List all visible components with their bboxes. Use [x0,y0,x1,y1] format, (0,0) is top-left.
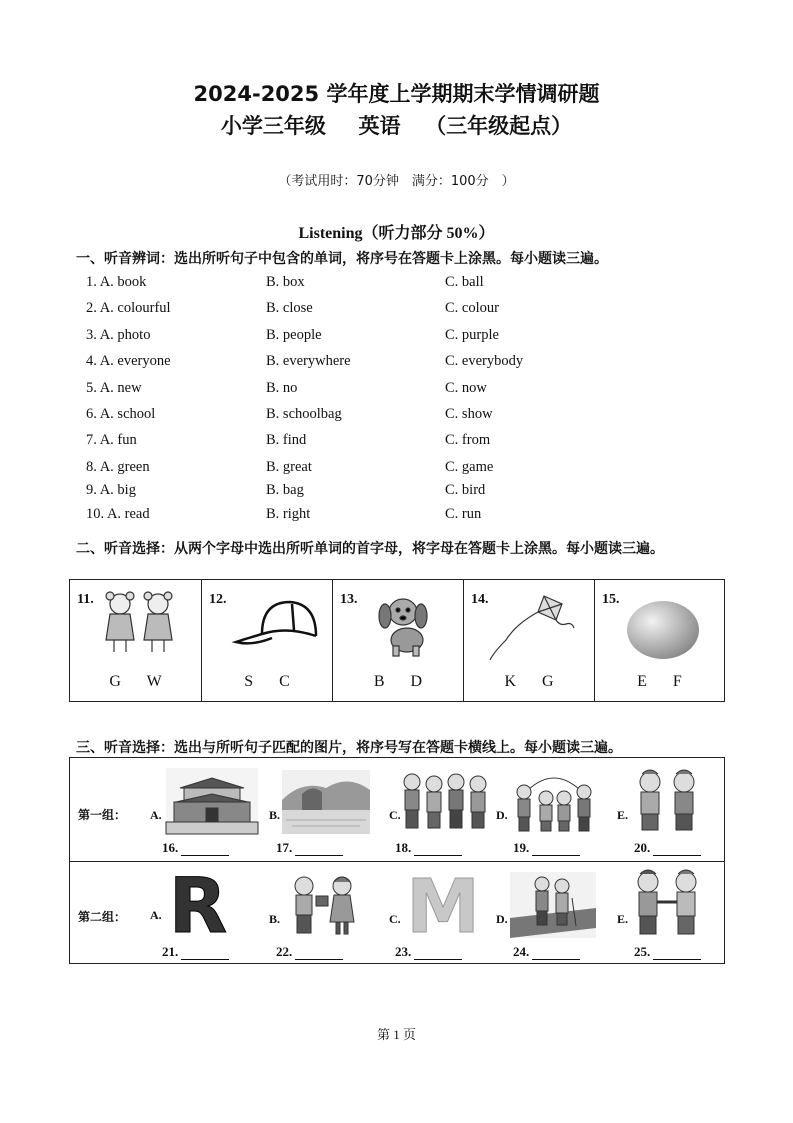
page-number: 第 1 页 [376,1027,416,1042]
group-1 [70,758,724,862]
egg-icon [623,598,703,662]
choice-a: 3. A. photo [86,327,151,343]
item-number: 14. [471,592,489,607]
choice-a: 5. A. new [86,380,142,396]
kite-icon [486,590,586,666]
grade-label: 小学三年级 [220,114,326,138]
edition-label: （三年级起点） [425,114,573,138]
item-number: 12. [209,592,227,607]
choice-b: B. close [266,300,313,316]
option-label: B. [269,912,281,926]
part2-heading: 二、听音选择：从两个字母中选出所听单词的首字母，将字母在答题卡上涂黑。每小题读三遍。 [76,541,664,557]
choice-b: B. bag [266,482,304,498]
question-row [86,506,646,526]
question-row [86,327,646,347]
answer-blank[interactable]: 23. [395,944,462,960]
choice-c: C. now [445,380,487,396]
letter-choices: B D [373,673,423,690]
two-boys-icon [630,768,706,834]
choice-a: 8. A. green [86,459,150,475]
question-row [86,353,646,373]
question-row [86,482,646,502]
answer-blank[interactable]: 24. [513,944,580,960]
question-row [86,274,646,294]
item-13 [333,580,464,701]
part2-table [69,579,725,702]
item-12 [202,580,333,701]
option-label: D. [496,808,508,822]
gift-giving-icon [284,872,364,938]
choice-b: B. great [266,459,312,475]
question-row [86,300,646,320]
option-label: D. [496,912,508,926]
letter-r-icon [168,861,230,950]
answer-blank[interactable]: 19. [513,840,580,856]
choice-c: C. colour [445,300,499,316]
twin-girls-icon [100,588,180,658]
group-label: 第一组： [78,808,127,822]
item-number: 13. [340,592,358,607]
children-playing-icon [510,770,598,834]
choice-c: C. everybody [445,353,524,369]
exam-meta: （考试用时：70分钟 满分：100分 ） [278,174,515,189]
cap-icon [232,594,322,654]
answer-blank[interactable]: 18. [395,840,462,856]
answer-blank[interactable]: 17. [276,840,343,856]
choice-c: C. from [445,432,491,448]
handshake-icon [630,868,706,938]
choice-b: B. right [266,506,311,522]
question-row [86,406,646,426]
choice-a: 4. A. everyone [86,353,171,369]
children-group-icon [400,768,490,834]
option-label: C. [389,808,401,822]
answer-blank[interactable]: 20. [634,840,701,856]
answer-blank[interactable]: 22. [276,944,343,960]
choice-c: C. purple [445,327,499,343]
letter-choices: K G [504,673,554,690]
choice-c: C. run [445,506,482,522]
choice-a: 6. A. school [86,406,156,422]
choice-c: C. show [445,406,493,422]
question-row [86,432,646,452]
item-11 [70,580,202,701]
choice-b: B. everywhere [266,353,351,369]
part1-heading: 一、听音辨词：选出所听句子中包含的单词，将序号在答题卡上涂黑。每小题读三遍。 [76,251,608,267]
part3-heading: 三、听音选择：选出与所听句子匹配的图片，将序号写在答题卡横线上。每小题读三遍。 [76,740,622,756]
dog-icon [363,590,443,660]
item-number: 15. [602,592,620,607]
letter-choices: G W [109,673,162,690]
choice-c: C. bird [445,482,486,498]
choice-c: C. game [445,459,494,475]
group-2 [70,862,724,963]
group-label: 第二组： [78,910,127,924]
choice-b: B. find [266,432,307,448]
choice-c: C. ball [445,274,484,290]
answer-blank[interactable]: 25. [634,944,701,960]
letter-m-icon [406,864,480,950]
option-label: C. [389,912,401,926]
option-label: E. [617,808,629,822]
exam-title: 2024-2025 学年度上学期期末学情调研题 [193,82,600,106]
option-label: A. [150,808,162,822]
letter-choices: S C [244,673,290,690]
subject-label: 英语 [358,114,401,138]
question-row [86,380,646,400]
item-14 [464,580,595,701]
choice-a: 2. A. colourful [86,300,171,316]
answer-blank[interactable]: 16. [162,840,229,856]
choice-b: B. schoolbag [266,406,342,422]
option-label: B. [269,808,281,822]
option-label: A. [150,908,162,922]
item-number: 11. [77,592,94,607]
section-title: Listening（听力部分 50%） [298,225,495,242]
choice-a: 9. A. big [86,482,136,498]
letter-choices: E F [637,673,682,690]
choice-a: 10. A. read [86,506,150,522]
exam-subtitle [0,110,793,140]
option-label: E. [617,912,629,926]
svg-text:M: M [406,864,480,950]
choice-b: B. box [266,274,305,290]
answer-blank[interactable]: 21. [162,944,229,960]
choice-a: 7. A. fun [86,432,137,448]
choice-a: 1. A. book [86,274,147,290]
svg-text:R: R [168,861,228,950]
choice-b: B. people [266,327,322,343]
west-lake-icon [282,770,370,834]
choice-b: B. no [266,380,298,396]
tiananmen-icon [166,768,258,834]
helping-elderly-icon [510,872,596,938]
question-row [86,459,646,479]
item-15 [595,580,724,701]
part3-table [69,757,725,964]
